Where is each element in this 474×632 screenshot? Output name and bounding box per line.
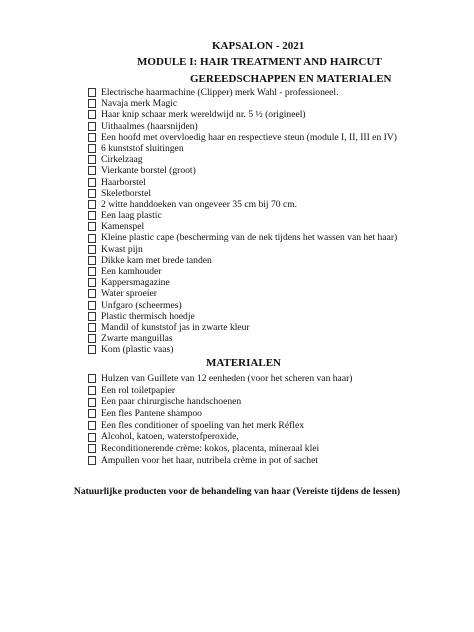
list-item-text: Water sproeier (101, 288, 157, 300)
checkbox-icon (88, 110, 96, 119)
list-item-text: Kwast pijn (101, 243, 143, 255)
list-item-text: 6 kunststof sluitingen (101, 142, 184, 154)
checkbox-icon (88, 409, 96, 418)
list-item (88, 221, 397, 232)
checkbox-icon (88, 211, 96, 220)
list-item-text: Uithaalmes (haarsnijden) (101, 120, 198, 132)
list-item (88, 244, 397, 255)
checkbox-icon (88, 398, 96, 407)
checkbox-icon (88, 189, 96, 198)
checkbox-icon (88, 289, 96, 298)
checkbox-icon (88, 234, 96, 243)
checkbox-icon (88, 256, 96, 265)
list-item (88, 322, 397, 333)
list-item (88, 143, 397, 154)
tools-list (88, 87, 397, 356)
list-item-text: Een rol toiletpapier (101, 384, 176, 396)
checkbox-icon (88, 166, 96, 175)
list-item-text: Dikke kam met brede tanden (101, 254, 212, 266)
list-item-text: Navaja merk Magic (101, 98, 178, 110)
list-item-text: Een fles conditioner of spoeling van het merk Réflex (101, 419, 305, 431)
list-item (88, 443, 352, 455)
list-item-text: Unfgaro (scheermes) (101, 299, 182, 311)
list-item (88, 266, 397, 277)
list-item (88, 98, 397, 109)
list-item-text: Een hoofd met overvloedig haar en respectieve steun (module I, II, III en IV) (101, 131, 397, 143)
checkbox-icon (88, 301, 96, 310)
list-item (88, 288, 397, 299)
list-item (88, 165, 397, 176)
list-item-text: Zwarte manguillas (101, 333, 173, 345)
list-item (88, 210, 397, 221)
checkbox-icon (88, 278, 96, 287)
checkbox-icon (88, 444, 96, 453)
checkbox-icon (88, 144, 96, 153)
list-item (88, 177, 397, 188)
checkbox-icon (88, 122, 96, 131)
list-item-text: Kamenspel (101, 221, 145, 233)
checkbox-icon (88, 386, 96, 395)
tools-section-heading: GEREEDSCHAPPEN EN MATERIALEN (190, 73, 392, 85)
list-item-text: Ampullen voor het haar, nutribela crème in pot of sachet (101, 454, 318, 466)
list-item (88, 199, 397, 210)
list-item-text: Alcohol, katoen, waterstofperoxide, (101, 431, 239, 443)
checkbox-icon (88, 421, 96, 430)
list-item-text: Vierkante borstel (groot) (101, 165, 196, 177)
list-item (88, 255, 397, 266)
checkbox-icon (88, 133, 96, 142)
checkbox-icon (88, 178, 96, 187)
list-item-text: Plastic thermisch hoedje (101, 310, 195, 322)
list-item-text: Kappersmagazine (101, 277, 170, 289)
checkbox-icon (88, 155, 96, 164)
checkbox-icon (88, 334, 96, 343)
checkbox-icon (88, 312, 96, 321)
list-item-text: Een kamhouder (101, 266, 162, 277)
list-item-text: Kleine plastic cape (bescherming van de nek tijdens het wassen van het haar) (101, 232, 398, 244)
materials-list (88, 373, 352, 467)
checkbox-icon (88, 323, 96, 332)
list-item (88, 396, 352, 408)
checkbox-icon (88, 99, 96, 108)
checkbox-icon (88, 345, 96, 354)
list-item-text: Een paar chirurgische handschoenen (101, 396, 242, 408)
list-item (88, 300, 397, 311)
list-item (88, 344, 397, 355)
checkbox-icon (88, 222, 96, 231)
checkbox-icon (88, 456, 96, 465)
checkbox-icon (88, 374, 96, 383)
list-item (88, 154, 397, 165)
list-item (88, 333, 397, 344)
list-item-text: 2 witte handdoeken van ongeveer 35 cm bij 70 cm. (101, 198, 298, 210)
list-item (88, 132, 397, 143)
list-item (88, 109, 397, 120)
list-item (88, 188, 397, 199)
list-item (88, 232, 397, 243)
document-title: KAPSALON - 2021 (212, 40, 305, 52)
checkbox-icon (88, 267, 96, 276)
list-item (88, 277, 397, 288)
list-item-text: Haar knip schaar merk wereldwijd nr. 5 ½ (origineel) (101, 109, 306, 121)
list-item-text: Electrische haarmachine (Clipper) merk Wahl - professioneel. (101, 87, 339, 98)
list-item (88, 408, 352, 420)
list-item-text: Mandil of kunststof jas in zwarte kleur (101, 321, 250, 333)
list-item-text: Skeletborstel (101, 187, 152, 199)
list-item-text: Kom (plastic vaas) (101, 344, 174, 356)
list-item (88, 121, 397, 132)
list-item-text: Een laag plastic (101, 210, 162, 222)
list-item (88, 373, 352, 385)
module-heading: MODULE I: HAIR TREATMENT AND HAIRCUT (137, 56, 382, 68)
list-item-text: Een fles Pantene shampoo (101, 408, 202, 420)
checkbox-icon (88, 245, 96, 254)
list-item (88, 385, 352, 397)
list-item-text: Hulzen van Guillete van 12 eenheden (voor het scheren van haar) (101, 373, 353, 384)
list-item (88, 431, 352, 443)
list-item-text: Haarborstel (101, 176, 146, 188)
list-item (88, 420, 352, 432)
materials-section-heading: MATERIALEN (206, 357, 281, 369)
checkbox-icon (88, 88, 96, 97)
list-item (88, 311, 397, 322)
list-item-text: Cirkelzaag (101, 154, 143, 166)
checkbox-icon (88, 433, 96, 442)
checkbox-icon (88, 200, 96, 209)
footer-note: Natuurlijke producten voor de behandeling van haar (Vereiste tijdens de lessen) (73, 486, 401, 497)
list-item (88, 455, 352, 467)
list-item-text: Reconditionerende crème: kokos, placenta, mineraal klei (101, 443, 320, 455)
list-item (88, 87, 397, 98)
